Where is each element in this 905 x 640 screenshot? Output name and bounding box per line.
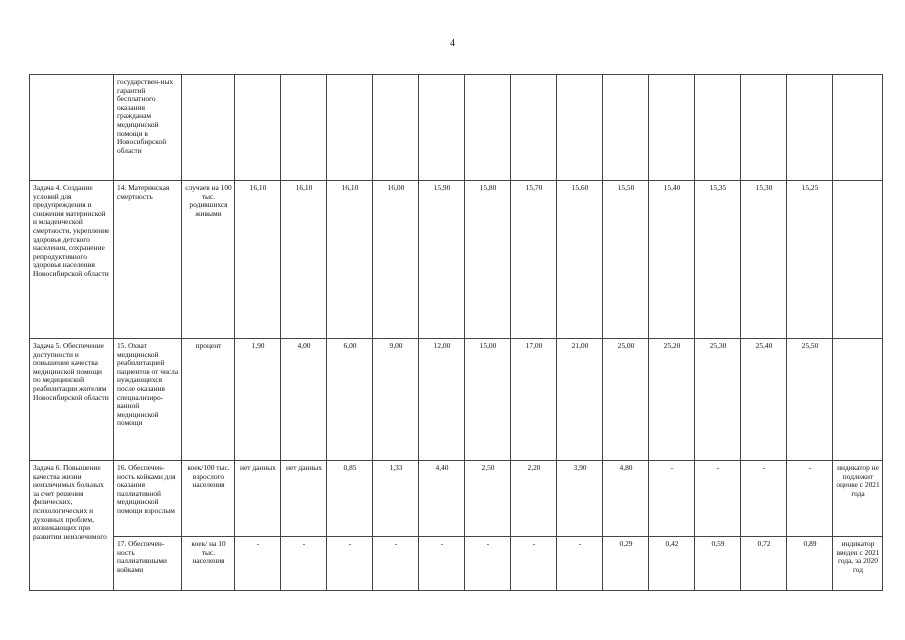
value-cell: 15,25 xyxy=(787,181,833,339)
value-cell: 15,70 xyxy=(511,181,557,339)
value-cell xyxy=(741,75,787,181)
value-cell: 4,00 xyxy=(281,339,327,461)
indicator-cell: 16. Обеспечен-ность койками для оказания паллиативной медицинской помощи взрослым xyxy=(114,461,182,537)
value-cell: 15,80 xyxy=(465,181,511,339)
table-row xyxy=(30,181,883,339)
table-row xyxy=(30,339,883,461)
table-row xyxy=(30,461,883,537)
note-cell xyxy=(833,181,883,339)
value-cell: - xyxy=(465,537,511,591)
value-cell: 1,90 xyxy=(235,339,281,461)
value-cell xyxy=(281,75,327,181)
note-cell xyxy=(833,339,883,461)
indicator-cell: государствен-ных гарантий бесплатного оказания гражданам медицинской помощи в Новосибирской области xyxy=(114,75,182,181)
value-cell: - xyxy=(511,537,557,591)
value-cell xyxy=(373,75,419,181)
value-cell: - xyxy=(695,461,741,537)
value-cell: 25,50 xyxy=(787,339,833,461)
value-cell xyxy=(327,75,373,181)
value-cell: 0,59 xyxy=(695,537,741,591)
value-cell xyxy=(511,75,557,181)
value-cell: 15,30 xyxy=(741,181,787,339)
value-cell: 0,72 xyxy=(741,537,787,591)
task-cell: Задача 5. Обеспечение доступности и повышение качества медицинской помощи по медицинской реабилитации жителям Новосибирской области xyxy=(30,339,114,461)
value-cell: 16,00 xyxy=(373,181,419,339)
value-cell: 6,00 xyxy=(327,339,373,461)
page-number: 4 xyxy=(450,38,455,49)
value-cell: - xyxy=(741,461,787,537)
value-cell: 25,30 xyxy=(695,339,741,461)
note-cell: индикатор не подлежит оценке с 2021 года xyxy=(833,461,883,537)
value-cell: 0,29 xyxy=(603,537,649,591)
value-cell: - xyxy=(649,461,695,537)
value-cell: 1,33 xyxy=(373,461,419,537)
unit-cell: процент xyxy=(182,339,235,461)
value-cell: 15,50 xyxy=(603,181,649,339)
value-cell: 2,20 xyxy=(511,461,557,537)
value-cell: 25,20 xyxy=(649,339,695,461)
value-cell: - xyxy=(235,537,281,591)
indicator-cell: 17. Обеспечен-ность паллиативными койками xyxy=(114,537,182,591)
value-cell: 15,40 xyxy=(649,181,695,339)
value-cell: 17,00 xyxy=(511,339,557,461)
value-cell: 9,00 xyxy=(373,339,419,461)
value-cell: - xyxy=(787,461,833,537)
table-row xyxy=(30,537,883,591)
value-cell: - xyxy=(281,537,327,591)
value-cell: - xyxy=(557,537,603,591)
value-cell: - xyxy=(327,537,373,591)
indicator-table xyxy=(29,74,883,591)
value-cell: 21,00 xyxy=(557,339,603,461)
value-cell xyxy=(235,75,281,181)
value-cell xyxy=(465,75,511,181)
value-cell: 2,50 xyxy=(465,461,511,537)
value-cell: 15,00 xyxy=(465,339,511,461)
value-cell: 15,90 xyxy=(419,181,465,339)
value-cell xyxy=(695,75,741,181)
indicator-cell: 14. Материнская смертность xyxy=(114,181,182,339)
value-cell: 4,40 xyxy=(419,461,465,537)
value-cell xyxy=(419,75,465,181)
value-cell: 4,80 xyxy=(603,461,649,537)
value-cell xyxy=(787,75,833,181)
value-cell: 15,60 xyxy=(557,181,603,339)
value-cell: 16,10 xyxy=(327,181,373,339)
value-cell: нет данных xyxy=(235,461,281,537)
value-cell: 16,10 xyxy=(235,181,281,339)
value-cell: 16,10 xyxy=(281,181,327,339)
task-cell xyxy=(30,75,114,181)
task-cell: Задача 6. Повышение качества жизни неизлечимых больных за счет решения физических, психологических и духовных проблем, возникающих при развитии неизлечимого xyxy=(30,461,114,591)
value-cell: 15,35 xyxy=(695,181,741,339)
value-cell: 3,90 xyxy=(557,461,603,537)
value-cell xyxy=(557,75,603,181)
value-cell: 25,40 xyxy=(741,339,787,461)
indicator-cell: 15. Охват медицинской реабилитацией пациентов от числа нуждающихся после оказания специализиро-ванной медицинской помощи xyxy=(114,339,182,461)
table-row xyxy=(30,75,883,181)
value-cell: 12,00 xyxy=(419,339,465,461)
unit-cell: коек/ на 10 тыс. населения xyxy=(182,537,235,591)
value-cell: 0,42 xyxy=(649,537,695,591)
task-cell: Задача 4. Создание условий для предупреждения и снижения материнской и младенческой смертности, укрепление здоровья детского населения, сохранение репродуктивного здоровья населения Новосибирской области xyxy=(30,181,114,339)
value-cell: 0,89 xyxy=(787,537,833,591)
unit-cell xyxy=(182,75,235,181)
note-cell: индикатор введен с 2021 года, за 2020 год xyxy=(833,537,883,591)
value-cell xyxy=(603,75,649,181)
value-cell: 0,85 xyxy=(327,461,373,537)
value-cell: 25,00 xyxy=(603,339,649,461)
value-cell xyxy=(649,75,695,181)
unit-cell: случаев на 100 тыс. родившихся живыми xyxy=(182,181,235,339)
value-cell: нет данных xyxy=(281,461,327,537)
value-cell: - xyxy=(419,537,465,591)
note-cell xyxy=(833,75,883,181)
value-cell: - xyxy=(373,537,419,591)
unit-cell: коек/100 тыс. взрослого населения xyxy=(182,461,235,537)
